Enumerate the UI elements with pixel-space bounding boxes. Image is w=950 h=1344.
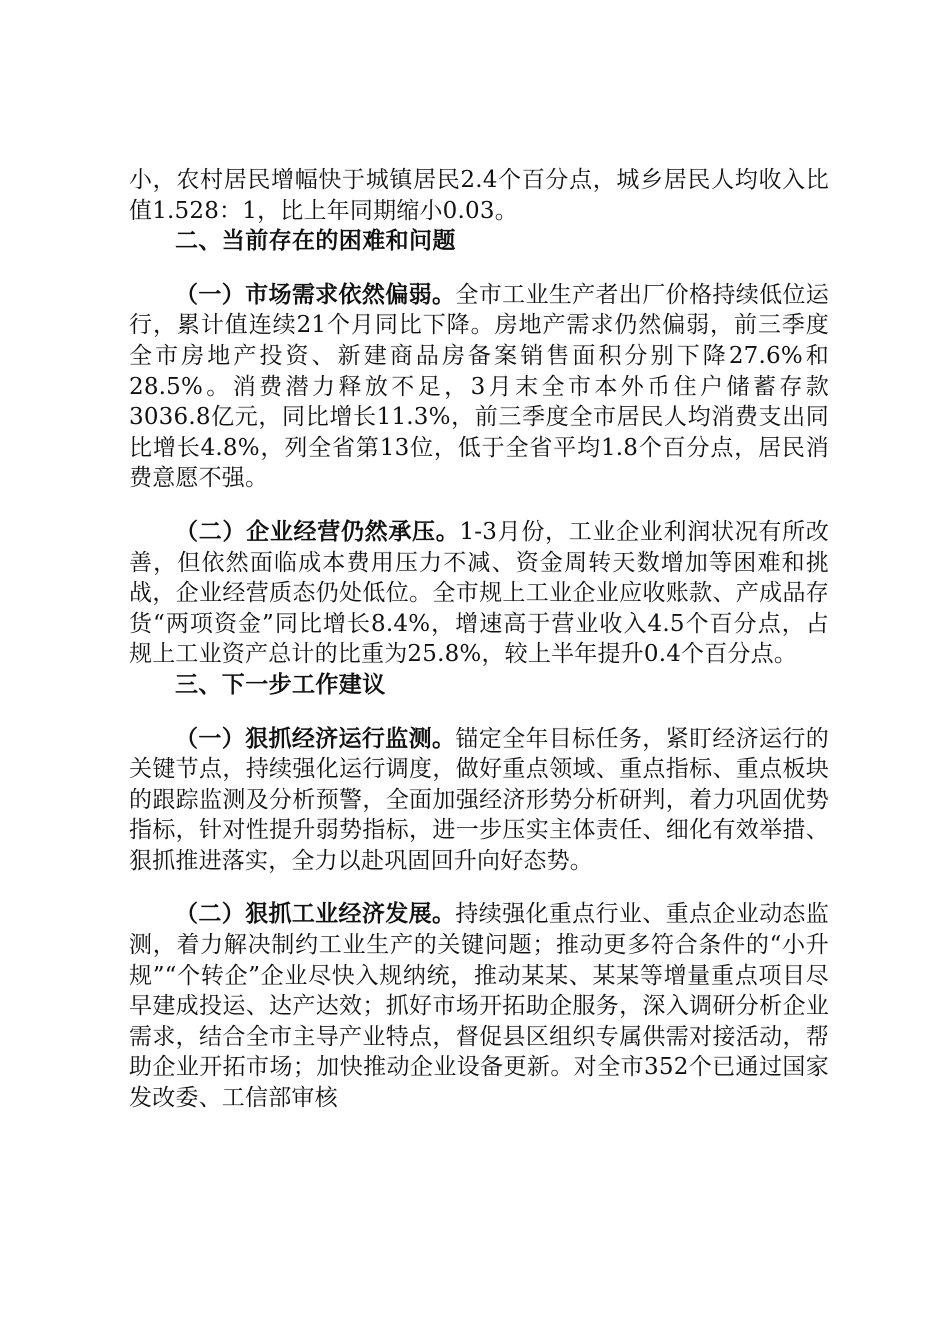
paragraph-lead: （一）狠抓经济运行监测。 [175,724,456,752]
paragraph-lead: （二）企业经营仍然承压。 [175,517,460,545]
section-heading-difficulties: 二、当前存在的困难和问题 [175,227,456,255]
paragraph-market-demand [129,280,829,494]
intro-paragraph: 小，农村居民增幅快于城镇居民2.4个百分点，城乡居民人均收入比值1.528：1，比上年同期缩小0.03。 [129,167,829,224]
paragraph-economic-monitoring [129,724,829,877]
paragraph-enterprise-pressure [129,517,829,670]
paragraph-text: 1-3月份，工业企业利润状况有所改善，但依然面临成本费用压力不减、资金周转天数增加等困难和挑战，企业经营质态仍处低位。全市规上工业企业应收账款、产成品存货“两项资金”同比增长8.4%，增速高于营业收入4.5个百分点，占规上工业资产总计的比重为25.8%，较上半年提升0.4个百分点。 [129,518,829,668]
paragraph-text: 锚定全年目标任务，紧盯经济运行的关键节点，持续强化运行调度，做好重点领域、重点指标、重点板块的跟踪监测及分析预警，全面加强经济形势分析研判，着力巩固优势指标，针对性提升弱势指标，进一步压实主体责任、细化有效举措、狠抓推进落实，全力以赴巩固回升向好态势。 [129,725,829,874]
paragraph-lead: （二）狠抓工业经济发展。 [175,900,456,928]
paragraph-industrial-development [129,899,829,1113]
paragraph-text: 全市工业生产者出厂价格持续低位运行，累计值连续21个月同比下降。房地产需求仍然偏弱，前三季度全市房地产投资、新建商品房备案销售面积分别下降27.6%和28.5%。消费潜力释放不足，3月末全市本外币住户储蓄存款3036.8亿元，同比增长11.3%，前三季度全市居民人均消费支出同比增长4.8%，列全省第13位，低于全省平均1.8个百分点，居民消费意愿不强。 [129,281,829,492]
section-heading-next-steps: 三、下一步工作建议 [175,670,386,698]
paragraph-lead: （一）市场需求依然偏弱。 [175,280,456,308]
paragraph-text: 持续强化重点行业、重点企业动态监测，着力解决制约工业生产的关键问题；推动更多符合条件的“小升规”“个转企”企业尽快入规纳统，推动某某、某某等增量重点项目尽早建成投运、达产达效；抓好市场开拓助企服务，深入调研分析企业需求，结合全市主导产业特点，督促县区组织专属供需对接活动，帮助企业开拓市场；加快推动企业设备更新。对全市352个已通过国家发改委、工信部审核 [129,901,829,1112]
document-body [129,165,829,1114]
